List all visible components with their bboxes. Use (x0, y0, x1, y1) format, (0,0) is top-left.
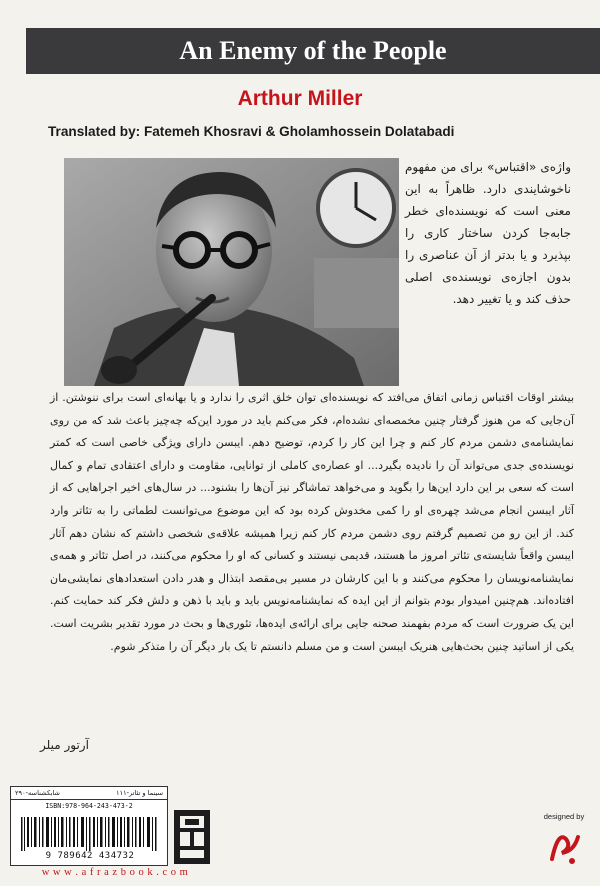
barcode-box (10, 786, 168, 866)
main-paragraph: بیشتر اوقات اقتباس زمانی اتفاق می‌افتد که نویسنده‌ای توان خلق اثری را ندارد و یا بهانه‌ای است برای ننوشتن. از آن‌جایی که من هنوز گرفتار چنین مخمصه‌ای نشده‌ام، فکر می‌کنم باید در مورد این‌که چه‌چیز باعث شد که من روی نمایشنامه‌ی دشمن مردم کار کنم و چرا این کار را کردم، توضیح دهم. ایبسن دارای ویژگی خاصی است که کمتر نویسنده‌ی جدی می‌تواند آن را نادیده بگیرد... او عصاره‌ی کاملی از توانایی، مقاومت و دارای اعتقادی تمام و کمال است که سعی بر این دارد این‌ها را بگوید و می‌خواهد تماشاگر نیز آن‌ها را بشنود... در سال‌های اخیر اجراهایی که از آثار ایبسن انجام می‌شد چهره‌ی او را کمی مخدوش کرده بود که این موضوع می‌توانست لطماتی را به تئاتر وارد کند. از این رو من تصمیم گرفتم روی دشمن مردم کار کنم زیرا همیشه علاقه‌ی شخصی داشتم که نشان دهم آثار ایبسن واقعاً شایسته‌ی تئاتر امروز ما هستند، قدیمی نیستند و کسانی که او را محکوم می‌کنند، در اصل تئاتر و همه‌ی نمایشنامه‌نویسان را محکوم می‌کنند و با این کارشان در مسیر بی‌مقصد ابتذال و هدر دادن استعدادهای نمایشی‌مان افتاده‌اند. هم‌چنین امیدوار بودم بتوانم از این ایده که نمایشنامه‌نویس باید و باید با ذهن و دلش فکر کند حمایت کنم. این یک ضرورت است که مردم بفهمند صحنه جایی برای ارائه‌ی ایده‌ها، تئوری‌ها و بحث در مورد تقدیر بشریت است. یکی از اساتید چنین بحث‌هایی هنریک ایبسن است و من مسلم دانستم تا یک بار دیگر آن را متذکر شوم. (50, 391, 574, 653)
publisher-logo-icon (172, 808, 212, 866)
designer-label: designed by (543, 812, 585, 821)
barcode-digits: 9 789642 434732 (45, 851, 135, 861)
intro-paragraph: واژه‌ی «اقتباس» برای من مفهوم ناخوشایندی دارد. ظاهراً به این معنی است که نویسنده‌ای خطر جابه‌جا کردن ساختار کاری را بپذیرد و یا بدتر از آن عناصری را بدون اجازه‌ی نویسنده‌ی اصلی حذف کند و یا تغییر دهد. (405, 160, 571, 306)
designer-signature-icon (536, 823, 592, 871)
series-number: شابکشناسه-۲۹۰ (15, 789, 60, 797)
series-label: سینما و تئاتر-۱۱۱ (115, 789, 163, 797)
publisher-website: w w w . a f r a z b o o k . c o m (41, 867, 189, 878)
isbn-label: ISBN:978-964-243-473-2 (45, 802, 133, 810)
book-title: An Enemy of the People (26, 28, 600, 74)
designer-credit (536, 812, 592, 871)
signature: آرتور میلر (40, 738, 89, 752)
barcode-bars (19, 817, 159, 851)
author-name: Arthur Miller (237, 87, 363, 110)
translator-credit: Translated by: Fatemeh Khosravi & Gholamhossein Dolatabadi (48, 124, 455, 139)
author-photo (64, 158, 399, 386)
series-row (11, 787, 167, 800)
